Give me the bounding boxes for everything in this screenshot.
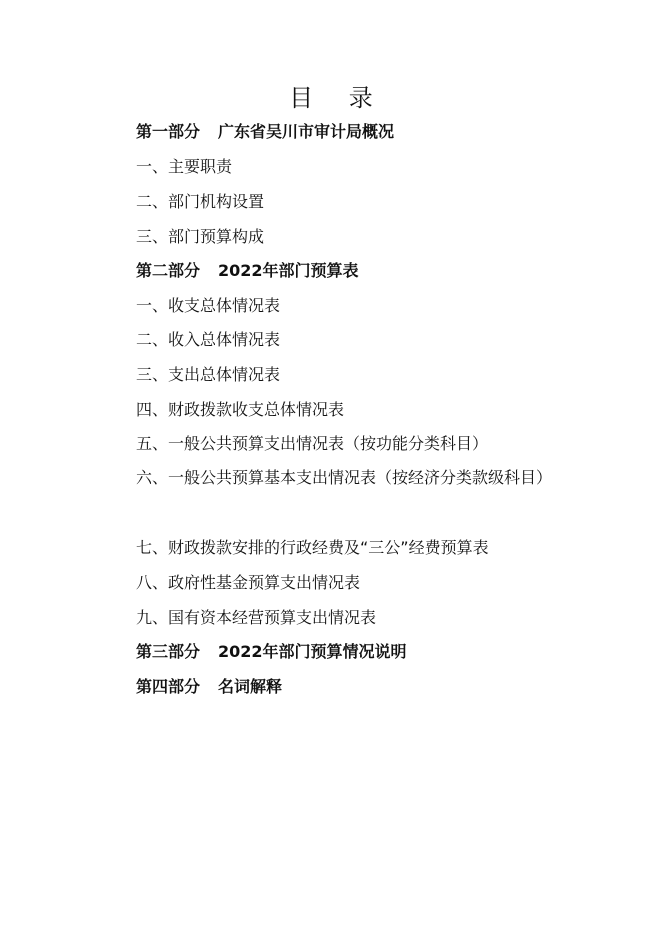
toc-part1 (136, 122, 394, 142)
part2-text: 2022年部门预算表 (218, 261, 359, 280)
toc-part2 (136, 261, 359, 281)
toc-part2-item: 八、政府性基金预算支出情况表 (136, 573, 361, 592)
part4-label: 第四部分 (136, 677, 201, 696)
part4-text: 名词解释 (218, 677, 283, 696)
toc-part1-item: 三、部门预算构成 (136, 227, 265, 246)
toc-part2-item: 二、收入总体情况表 (136, 330, 281, 349)
toc-part3 (136, 642, 407, 662)
toc-part1-item: 二、部门机构设置 (136, 192, 265, 211)
page-title: 目 录 (289, 84, 387, 112)
toc-part2-item: 七、财政拨款安排的行政经费及“三公”经费预算表 (136, 538, 489, 557)
toc-part2-item-wrapped: 六、一般公共预算基本支出情况表（按经济分类款级科目） (136, 468, 553, 487)
toc-part2-item: 三、支出总体情况表 (136, 365, 281, 384)
toc-part4 (136, 677, 282, 697)
toc-part2-item: 一、收支总体情况表 (136, 296, 281, 315)
part1-label: 第一部分 (136, 122, 201, 141)
toc-part2-item: 五、一般公共预算支出情况表（按功能分类科目） (136, 434, 489, 453)
toc-part1-item: 一、主要职责 (136, 157, 233, 176)
part2-label: 第二部分 (136, 261, 201, 280)
part3-text: 2022年部门预算情况说明 (218, 642, 407, 661)
part3-label: 第三部分 (136, 642, 201, 661)
part1-text: 广东省吴川市审计局概况 (218, 122, 395, 141)
toc-part2-item: 九、国有资本经营预算支出情况表 (136, 608, 377, 627)
toc-part2-item: 四、财政拨款收支总体情况表 (136, 400, 345, 419)
